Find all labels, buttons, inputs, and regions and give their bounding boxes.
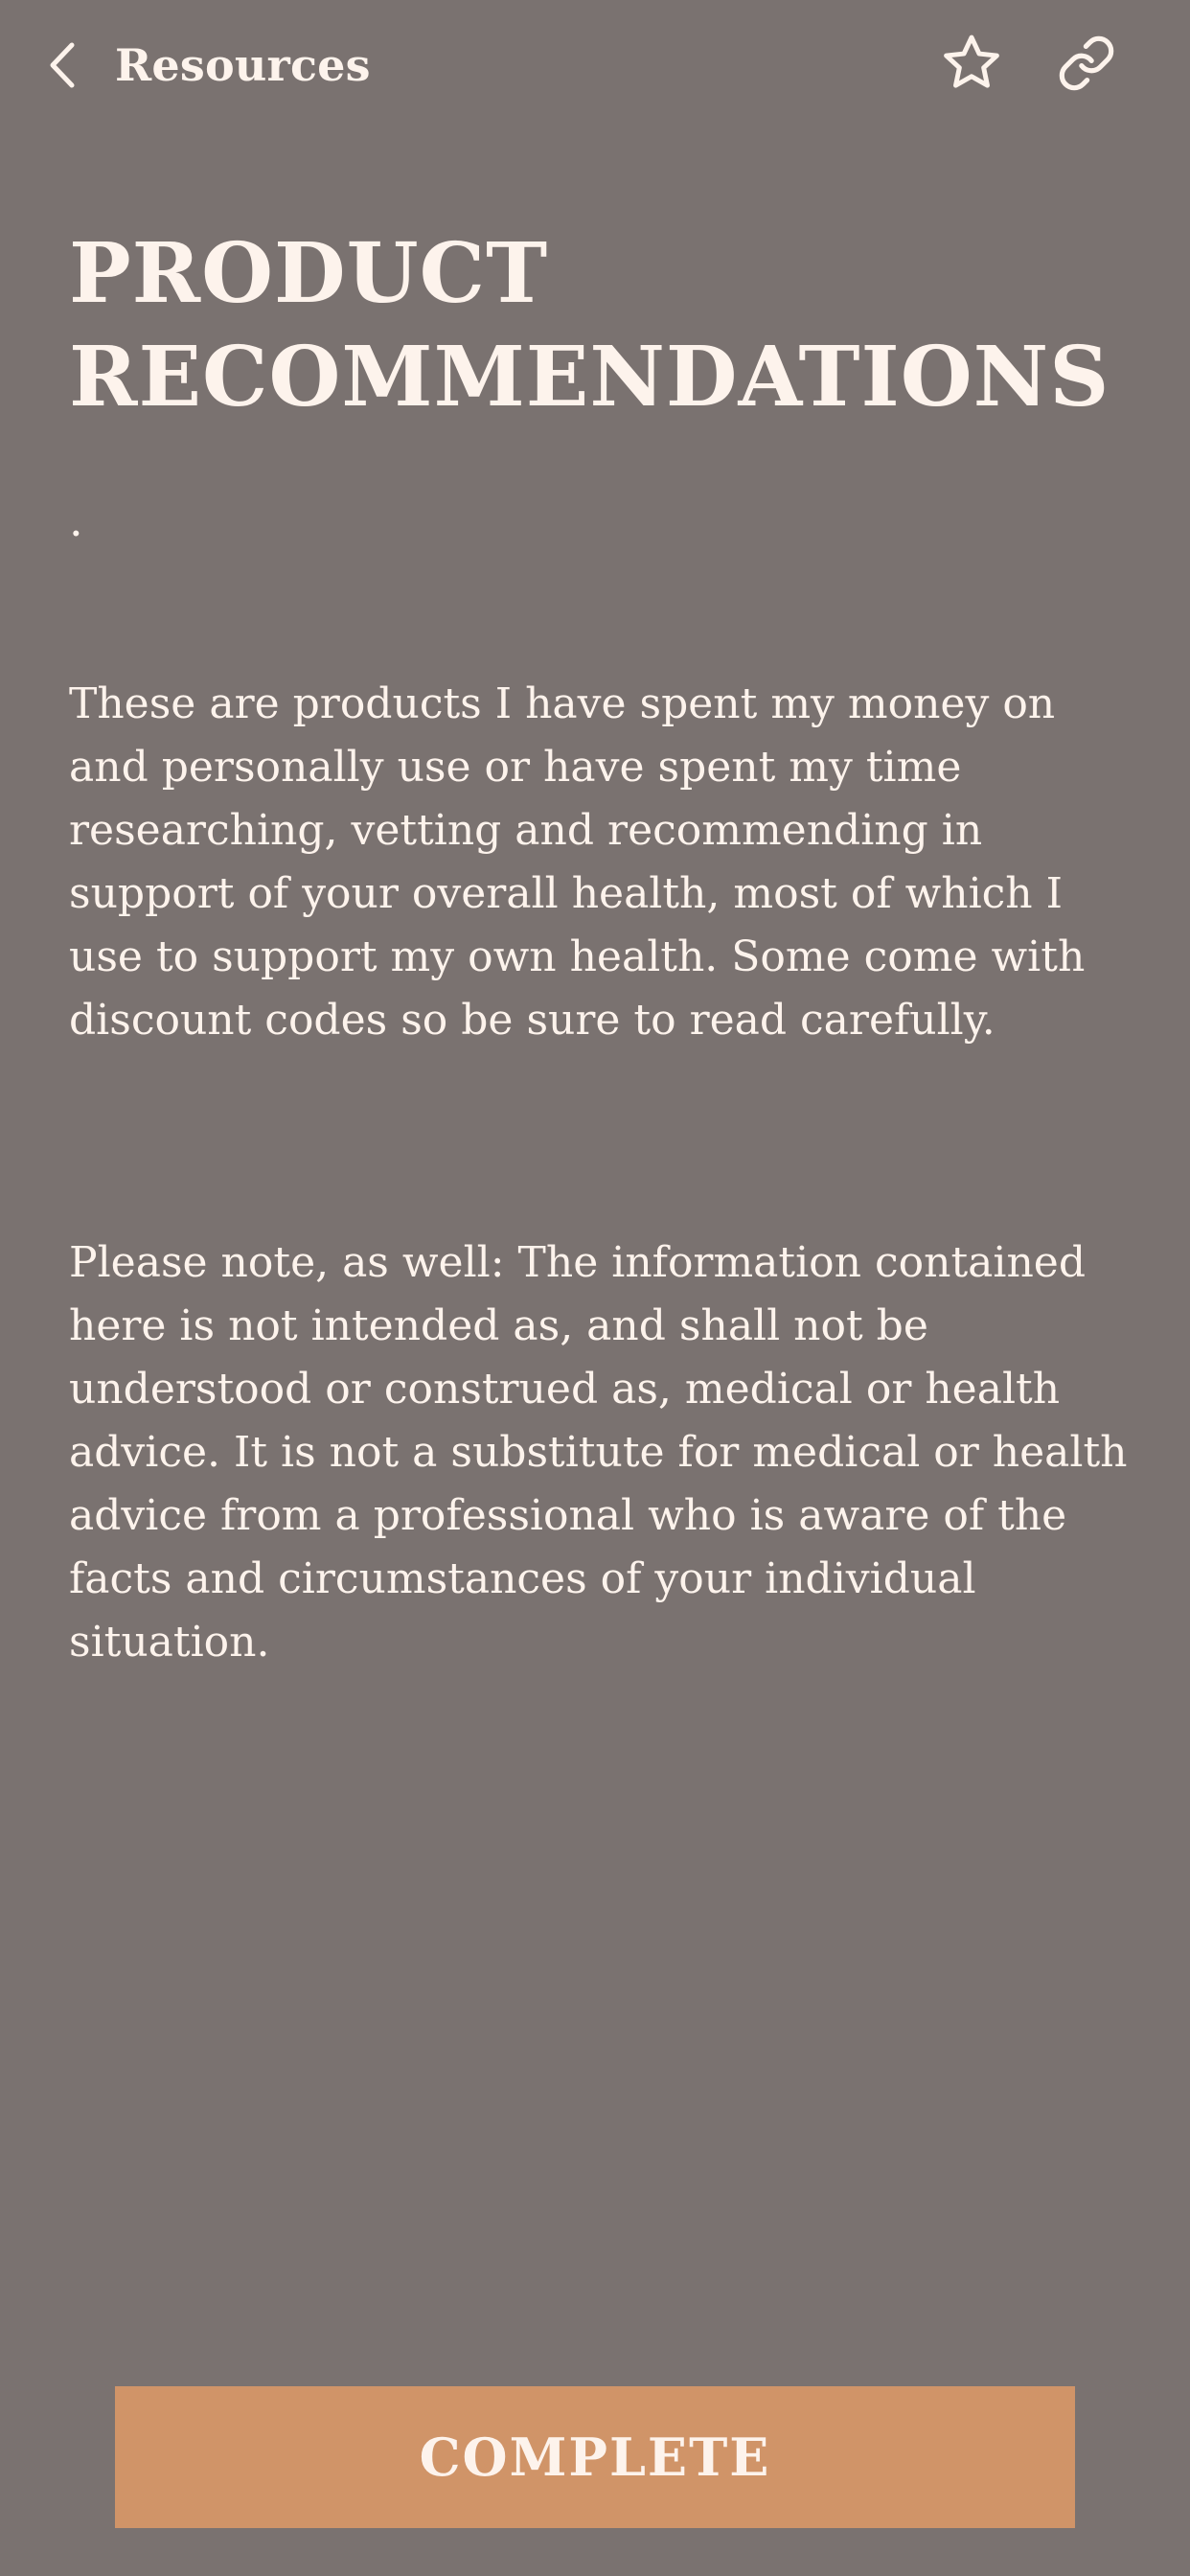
favorite-button[interactable] (937, 31, 1006, 100)
back-button-label: Resources (115, 39, 371, 91)
disclaimer-paragraph: Please note, as well: The information contained here is not intended as, and shall not be understood or construed as, medical or health advice. It is not a substitute for medical or health advice from a professional who is aware of the facts and circumstances of your individual situation. (69, 1238, 1128, 1667)
intro-paragraph: These are products I have spent my money on and personally use or have spent my time researching, vetting and recommending in support of your overall health, most of which I use to support my own health. Some come with discount codes so be sure to read carefully. (69, 679, 1086, 1045)
star-outline-icon (940, 32, 1003, 99)
back-button[interactable] (48, 36, 371, 94)
top-navigation-bar (0, 0, 1190, 130)
complete-button[interactable]: COMPLETE (115, 2386, 1075, 2528)
separator-dot: . (69, 494, 83, 546)
link-icon (1057, 34, 1116, 97)
copy-link-button[interactable] (1052, 31, 1121, 100)
chevron-left-icon (48, 41, 77, 89)
page-title: PRODUCT RECOMMENDATIONS (69, 225, 1110, 426)
